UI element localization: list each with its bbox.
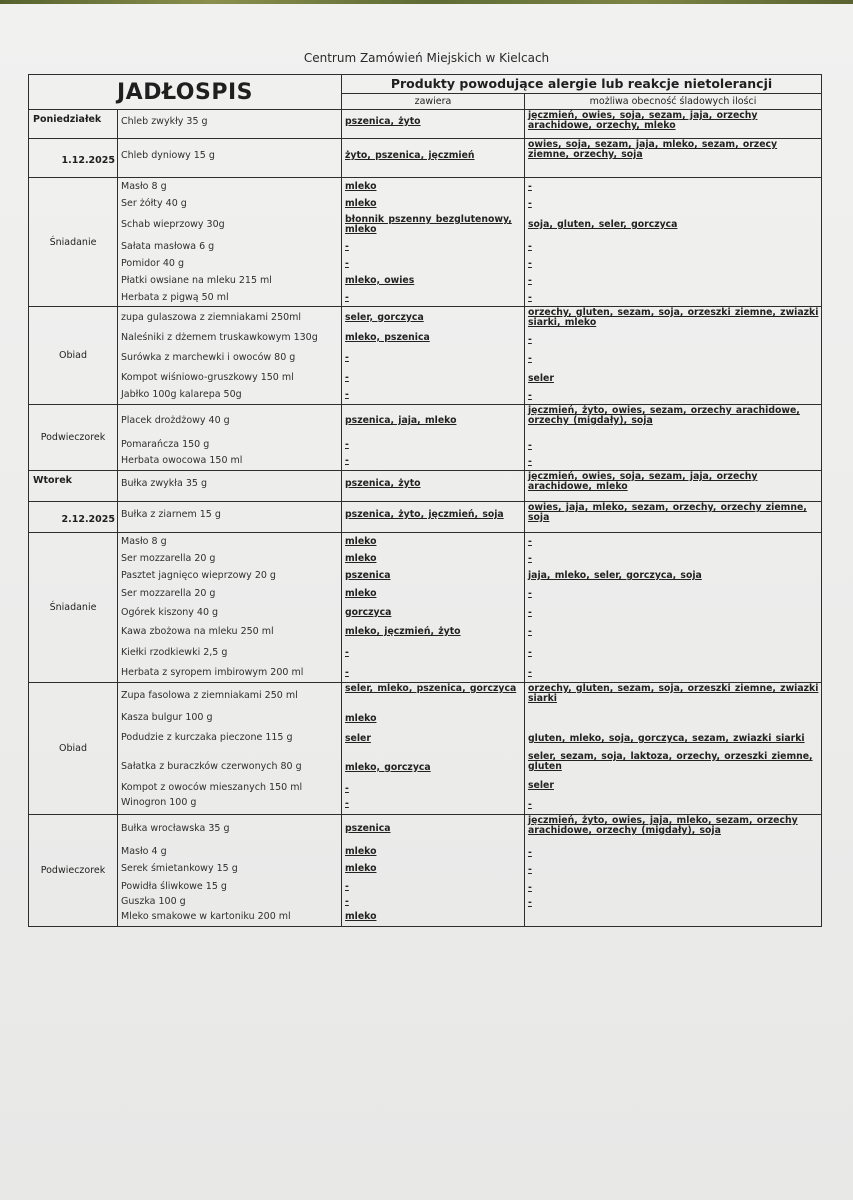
- item-cell: [118, 307, 342, 405]
- contains-cell: [342, 405, 525, 471]
- table-header-row: [29, 75, 822, 94]
- allergen-text: -: [345, 783, 349, 794]
- item-cell: [118, 502, 342, 533]
- allergen-text: mleko: [345, 845, 377, 857]
- allergen-text: mleko, owies: [345, 274, 415, 286]
- menu-item: Sałata masłowa 6 g: [121, 241, 215, 252]
- trace-text: -: [528, 588, 532, 599]
- contains-cell: [342, 471, 525, 502]
- traces-cell: [525, 307, 822, 405]
- traces-cell: [525, 139, 822, 178]
- trace-text: gluten, mleko, soja, gorczyca, sezam, zwiazki siarki: [528, 733, 805, 744]
- menu-item: Bułka wrocławska 35 g: [121, 823, 230, 834]
- trace-text: -: [528, 606, 532, 618]
- contains-cell: [342, 307, 525, 405]
- trace-text: -: [528, 626, 532, 637]
- contains-cell: [342, 139, 525, 178]
- meal-label: Obiad: [29, 307, 118, 405]
- allergen-text: -: [345, 389, 349, 400]
- trace-text: jęczmień, żyto, owies, jaja, mleko, sezam, orzechy arachidowe, orzechy (migdały), soja: [528, 815, 798, 836]
- meal-label: Śniadanie: [29, 533, 118, 683]
- day-name: Poniedziałek: [29, 110, 118, 139]
- trace-text: jęczmień, owies, soja, sezam, jaja, orzechy arachidowe, mleko: [528, 471, 758, 492]
- trace-text: -: [528, 798, 532, 810]
- menu-item: Bułka zwykła 35 g: [121, 478, 207, 489]
- item-cell: [118, 405, 342, 471]
- trace-text: jęczmień, żyto, owies, sezam, orzechy arachidowe, orzechy (migdały), soja: [528, 405, 800, 426]
- menu-item: Herbata owocowa 150 ml: [121, 455, 243, 466]
- empty-cell: [525, 909, 821, 926]
- table-row: [29, 815, 822, 927]
- trace-text: -: [528, 896, 532, 908]
- item-cell: [118, 110, 342, 139]
- trace-text: -: [528, 197, 532, 209]
- contains-header: zawiera: [342, 94, 525, 110]
- menu-item: Kasza bulgur 100 g: [121, 712, 213, 723]
- menu-item: Sałatka z buraczków czerwonych 80 g: [121, 761, 302, 772]
- document-header: Centrum Zamówień Miejskich w Kielcach: [303, 51, 550, 65]
- table-row: [29, 533, 822, 683]
- allergen-text: mleko: [345, 180, 377, 192]
- table-row: [29, 502, 822, 533]
- allergen-text: -: [345, 240, 349, 252]
- meal-label: Podwieczorek: [29, 405, 118, 471]
- trace-text: orzechy, gluten, sezam, soja, orzeszki ziemne, zwiazki siarki: [528, 683, 819, 704]
- allergen-text: seler, gorczyca: [345, 311, 424, 323]
- table-row: [29, 110, 822, 139]
- allergen-text: pszenica, żyto, jęczmień, soja: [345, 509, 504, 520]
- contains-cell: [342, 110, 525, 139]
- menu-item: Podudzie z kurczaka pieczone 115 g: [121, 732, 293, 743]
- allergen-text: -: [345, 646, 349, 658]
- table-row: [29, 178, 822, 307]
- trace-text: -: [528, 881, 532, 893]
- menu-item: Kompot wiśniowo-gruszkowy 150 ml: [121, 372, 294, 383]
- menu-item: Bułka z ziarnem 15 g: [121, 509, 221, 520]
- trace-text: -: [528, 535, 532, 547]
- trace-text: -: [528, 291, 532, 303]
- table-row: [29, 471, 822, 502]
- contains-cell: [342, 815, 525, 927]
- trace-text: -: [528, 646, 532, 658]
- trace-text: -: [528, 552, 532, 564]
- menu-item: Pomidor 40 g: [121, 258, 185, 269]
- meal-label: Obiad: [29, 683, 118, 815]
- allergen-text: pszenica, żyto: [345, 478, 421, 489]
- trace-text: -: [528, 440, 532, 451]
- allergen-text: mleko: [345, 863, 377, 874]
- trace-text: -: [528, 864, 532, 875]
- allergen-text: mleko: [345, 588, 377, 599]
- day-date: 1.12.2025: [29, 139, 118, 178]
- table-row: [29, 683, 822, 815]
- menu-item: Herbata z syropem imbirowym 200 ml: [121, 667, 304, 678]
- menu-item: Guszka 100 g: [121, 896, 186, 907]
- item-cell: [118, 178, 342, 307]
- traces-cell: [525, 533, 822, 683]
- allergen-text: -: [345, 666, 349, 678]
- trace-text: orzechy, gluten, sezam, soja, orzeszki ziemne, zwiazki siarki, mleko: [528, 307, 819, 328]
- menu-item: Kompot z owoców mieszanych 150 ml: [121, 782, 303, 793]
- menu-item: Herbata z pigwą 50 ml: [121, 292, 229, 303]
- menu-item: Surówka z marchewki i owoców 80 g: [121, 352, 296, 363]
- trace-text: owies, jaja, mleko, sezam, orzechy, orzechy ziemne, soja: [528, 502, 807, 523]
- day-name: Wtorek: [29, 471, 118, 502]
- allergen-text: mleko: [345, 197, 377, 209]
- allergen-text: -: [345, 371, 349, 383]
- menu-item: Chleb zwykły 35 g: [121, 116, 208, 127]
- traces-cell: [525, 815, 822, 927]
- allergen-text: -: [345, 439, 349, 450]
- trace-text: -: [528, 274, 532, 286]
- allergen-text: gorczyca: [345, 606, 392, 618]
- traces-cell: [525, 178, 822, 307]
- traces-header: możliwa obecność śladowych ilości: [525, 94, 822, 110]
- table-row: [29, 139, 822, 178]
- allergen-text: -: [345, 257, 349, 269]
- allergen-text: mleko: [345, 910, 377, 922]
- allergen-text: pszenica: [345, 823, 391, 834]
- menu-item: Płatki owsiane na mleku 215 ml: [121, 275, 272, 286]
- item-cell: [118, 471, 342, 502]
- menu-item: Schab wieprzowy 30g: [121, 219, 225, 230]
- table-row: [29, 405, 822, 471]
- item-cell: [118, 683, 342, 815]
- menu-table: [28, 74, 822, 927]
- menu-title: JADŁOSPIS: [29, 75, 342, 110]
- allergen-text: mleko: [345, 535, 377, 547]
- menu-item: Pasztet jagnięco wieprzowy 20 g: [121, 570, 276, 581]
- allergen-text: -: [345, 455, 349, 466]
- allergen-text: -: [345, 797, 349, 809]
- trace-text: owies, soja, sezam, jaja, mleko, sezam, orzecy ziemne, orzechy, soja: [528, 139, 778, 160]
- allergen-text: mleko: [345, 552, 377, 564]
- allergen-text: mleko, pszenica: [345, 331, 430, 343]
- allergen-text: żyto, pszenica, jęczmień: [345, 150, 475, 161]
- menu-item: Placek drożdżowy 40 g: [121, 415, 230, 426]
- item-cell: [118, 815, 342, 927]
- trace-text: seler, sezam, soja, laktoza, orzechy, orzeszki ziemne, gluten: [528, 751, 813, 772]
- allergen-text: mleko, jęczmień, żyto: [345, 626, 461, 637]
- contains-cell: [342, 533, 525, 683]
- empty-cell: [525, 710, 821, 727]
- menu-item: Mleko smakowe w kartoniku 200 ml: [121, 911, 291, 922]
- trace-text: -: [528, 257, 532, 269]
- menu-item: Powidła śliwkowe 15 g: [121, 881, 227, 892]
- trace-text: -: [528, 352, 532, 364]
- menu-item: Serek śmietankowy 15 g: [121, 863, 238, 874]
- allergen-text: -: [345, 895, 349, 907]
- contains-cell: [342, 502, 525, 533]
- trace-text: jaja, mleko, seler, gorczyca, soja: [528, 570, 702, 581]
- trace-text: jęczmień, owies, soja, sezam, jaja, orzechy arachidowe, orzechy, mleko: [528, 110, 758, 131]
- trace-text: -: [528, 180, 532, 192]
- menu-item: Ogórek kiszony 40 g: [121, 607, 219, 618]
- traces-cell: [525, 502, 822, 533]
- menu-item: Masło 8 g: [121, 181, 167, 192]
- contains-cell: [342, 178, 525, 307]
- trace-text: seler: [528, 779, 554, 791]
- contains-cell: [342, 683, 525, 815]
- allergens-header: Produkty powodujące alergie lub reakcje nietolerancji: [342, 75, 822, 94]
- allergen-text: mleko, gorczyca: [345, 761, 431, 773]
- menu-item: Ser mozzarella 20 g: [121, 553, 216, 564]
- trace-text: seler: [528, 372, 554, 384]
- trace-text: -: [528, 456, 532, 467]
- trace-text: -: [528, 390, 532, 401]
- menu-item: Kiełki rzodkiewki 2,5 g: [121, 647, 228, 658]
- allergen-text: seler, mleko, pszenica, gorczyca: [345, 683, 517, 694]
- allergen-text: -: [345, 291, 349, 303]
- item-cell: [118, 533, 342, 683]
- traces-cell: [525, 471, 822, 502]
- traces-cell: [525, 110, 822, 139]
- allergen-text: mleko: [345, 712, 377, 724]
- menu-item: Masło 8 g: [121, 536, 167, 547]
- menu-item: Winogron 100 g: [121, 797, 197, 808]
- day-date: 2.12.2025: [29, 502, 118, 533]
- menu-item: Kawa zbożowa na mleku 250 ml: [121, 626, 274, 637]
- menu-item: Ser mozzarella 20 g: [121, 588, 216, 599]
- menu-item: Naleśniki z dżemem truskawkowym 130g: [121, 332, 318, 343]
- menu-item: Pomarańcza 150 g: [121, 439, 210, 450]
- trace-text: soja, gluten, seler, gorczyca: [528, 219, 678, 230]
- trace-text: -: [528, 334, 532, 345]
- allergen-text: -: [345, 351, 349, 363]
- traces-cell: [525, 405, 822, 471]
- menu-item: Jabłko 100g kalarepa 50g: [121, 389, 242, 400]
- menu-item: Ser żółty 40 g: [121, 198, 187, 209]
- allergen-text: błonnik pszenny bezglutenowy, mleko: [345, 214, 512, 235]
- meal-label: Śniadanie: [29, 178, 118, 307]
- table-row: [29, 307, 822, 405]
- menu-item: Masło 4 g: [121, 846, 167, 857]
- paper-sheet: [0, 4, 853, 1200]
- trace-text: -: [528, 240, 532, 252]
- allergen-text: seler: [345, 733, 371, 744]
- item-cell: [118, 139, 342, 178]
- meal-label: Podwieczorek: [29, 815, 118, 927]
- menu-item: Zupa fasolowa z ziemniakami 250 ml: [121, 690, 298, 701]
- traces-cell: [525, 683, 822, 815]
- trace-text: -: [528, 666, 532, 678]
- menu-item: Chleb dyniowy 15 g: [121, 150, 215, 161]
- allergen-text: pszenica, jaja, mleko: [345, 415, 457, 426]
- allergen-text: pszenica: [345, 570, 391, 581]
- trace-text: -: [528, 846, 532, 858]
- allergen-text: pszenica, żyto: [345, 116, 421, 127]
- menu-item: zupa gulaszowa z ziemniakami 250ml: [121, 312, 302, 323]
- allergen-text: -: [345, 880, 349, 892]
